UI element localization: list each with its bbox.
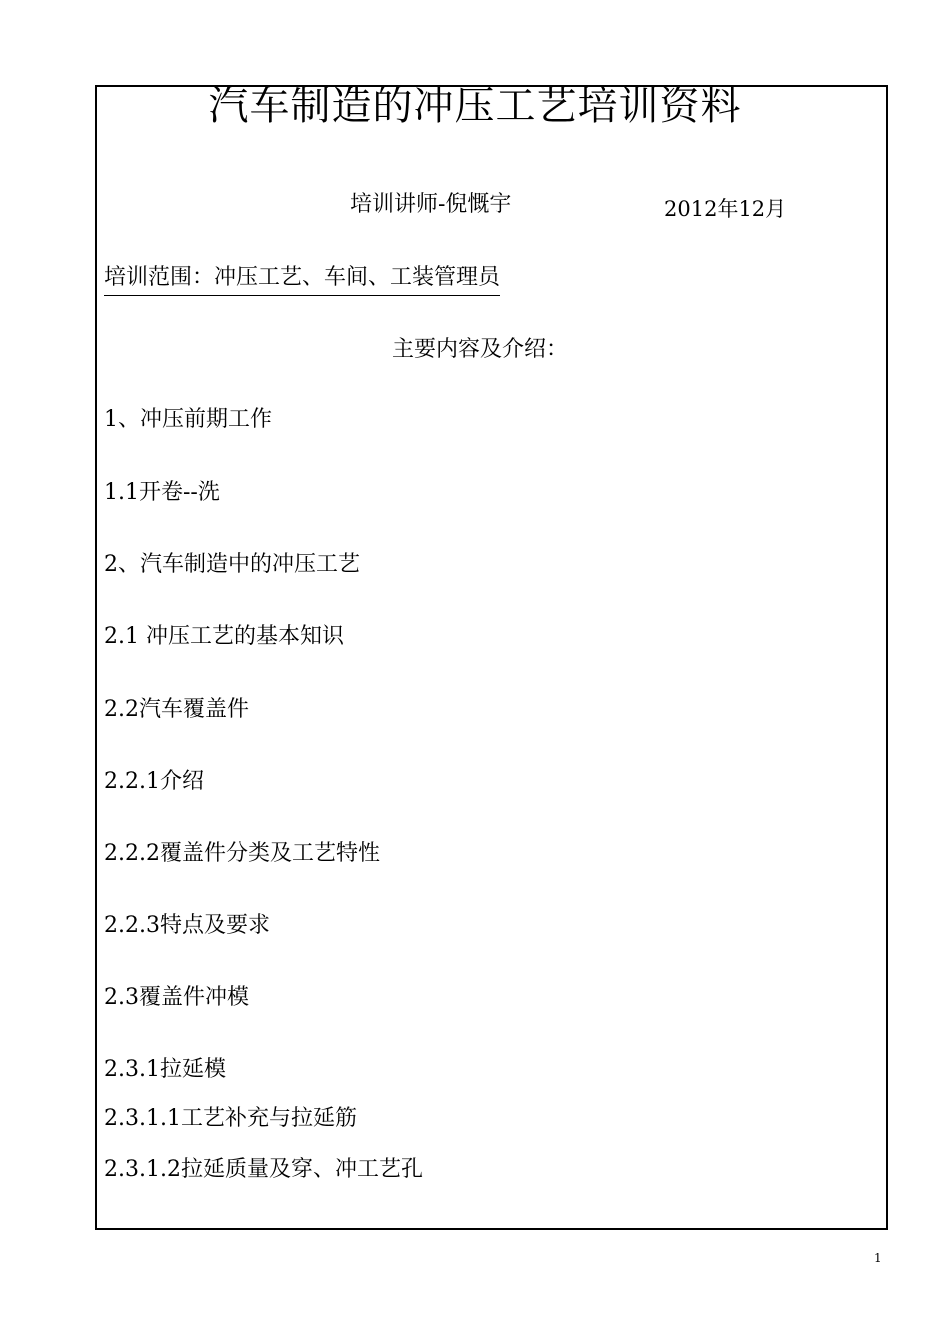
toc-item-2-3-1-2: 2.3.1.2拉延质量及穿、冲工艺孔 <box>104 1157 423 1182</box>
document-date: 2012年12月 <box>664 197 787 221</box>
toc-item-2-1: 2.1 冲压工艺的基本知识 <box>104 624 344 649</box>
lecturer-line: 培训讲师-倪慨宇 <box>350 192 512 217</box>
page-number: 1 <box>874 1251 882 1265</box>
toc-item-2-3: 2.3覆盖件冲模 <box>104 985 249 1010</box>
contents-heading: 主要内容及介绍： <box>391 337 568 362</box>
toc-item-2-2: 2.2汽车覆盖件 <box>104 697 249 722</box>
toc-item-1-1: 1.1开卷--洗 <box>104 480 220 505</box>
toc-item-2-3-1: 2.3.1拉延模 <box>104 1057 226 1082</box>
toc-item-2-2-2: 2.2.2覆盖件分类及工艺特性 <box>104 841 380 866</box>
toc-item-2-2-1: 2.2.1介绍 <box>104 769 204 794</box>
document-title: 汽车制造的冲压工艺培训资料 <box>208 83 742 129</box>
training-scope: 培训范围：冲压工艺、车间、工装管理员 <box>104 263 500 296</box>
toc-item-1: 1、冲压前期工作 <box>104 407 272 432</box>
toc-item-2-3-1-1: 2.3.1.1工艺补充与拉延筋 <box>104 1106 357 1131</box>
toc-item-2: 2、汽车制造中的冲压工艺 <box>104 552 360 577</box>
toc-item-2-2-3: 2.2.3特点及要求 <box>104 913 270 938</box>
